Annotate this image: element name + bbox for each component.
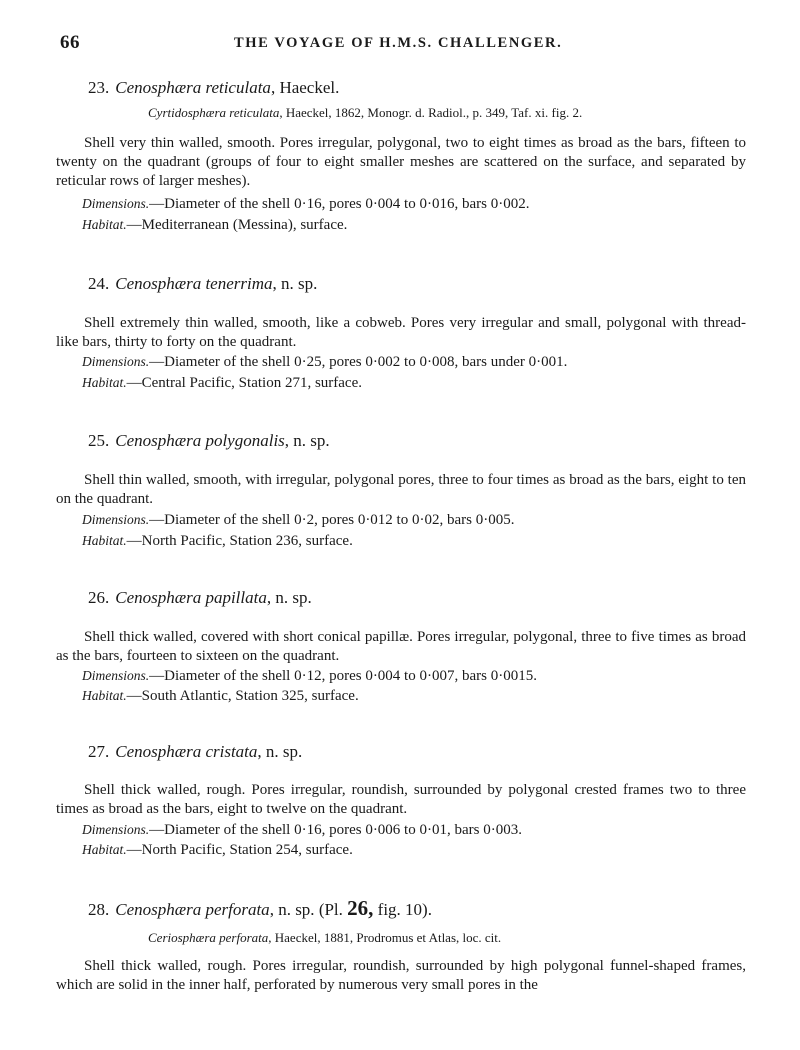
species-name: Cenosphæra cristata	[115, 742, 258, 761]
plate-open: (Pl.	[318, 900, 348, 919]
habitat-value: —North Pacific, Station 254, surface.	[126, 842, 353, 858]
habitat-value: —Mediterranean (Messina), surface.	[126, 217, 348, 233]
species-name: Cenosphæra tenerrima	[115, 274, 273, 293]
entry-title	[88, 742, 302, 762]
entry-number: 25.	[88, 431, 110, 450]
dimensions-line	[82, 668, 537, 685]
species-name: Cenosphæra reticulata	[115, 78, 271, 97]
dimensions-value: —Diameter of the shell 0·16, pores 0·004 to 0·016, bars 0·002.	[149, 196, 530, 212]
habitat-label: Habitat.	[82, 688, 127, 703]
authority: , Haeckel.	[270, 78, 340, 97]
authority: , n. sp.	[284, 431, 330, 450]
species-name: Cenosphæra papillata	[115, 588, 267, 607]
habitat-line	[82, 842, 353, 859]
entry-title	[88, 431, 330, 451]
synonym-name: Cyrtidosphæra reticulata	[148, 105, 280, 120]
dimensions-line	[82, 354, 567, 371]
habitat-line	[82, 533, 353, 550]
species-name: Cenosphæra perforata	[115, 900, 270, 919]
entry-title	[88, 896, 432, 921]
page-number: 66	[60, 32, 80, 53]
dimensions-label: Dimensions.	[82, 196, 150, 211]
description: Shell thick walled, rough. Pores irregular, roundish, surrounded by polygonal crested frames two to three times as broad as the bars, eight to twelve on the quadrant.	[56, 782, 746, 817]
dimensions-line	[82, 822, 522, 839]
habitat-line	[82, 688, 359, 705]
dimensions-label: Dimensions.	[82, 512, 150, 527]
plate-figure: fig. 10).	[373, 900, 432, 919]
running-head: THE VOYAGE OF H.M.S. CHALLENGER.	[234, 35, 563, 51]
authority: , n. sp.	[266, 588, 312, 607]
species-name: Cenosphæra polygonalis	[115, 431, 285, 450]
habitat-value: —North Pacific, Station 236, surface.	[126, 533, 353, 549]
dimensions-value: —Diameter of the shell 0·16, pores 0·006 to 0·01, bars 0·003.	[149, 822, 522, 838]
entry-number: 26.	[88, 588, 110, 607]
entry-title	[88, 588, 312, 608]
habitat-value: —Central Pacific, Station 271, surface.	[126, 375, 362, 391]
dimensions-value: —Diameter of the shell 0·12, pores 0·004 to 0·007, bars 0·0015.	[149, 668, 537, 684]
page-header	[60, 32, 750, 56]
habitat-label: Habitat.	[82, 842, 127, 857]
synonym-name: Ceriosphæra perforata	[148, 930, 269, 945]
authority: , n. sp.	[269, 900, 315, 919]
dimensions-line	[82, 512, 514, 529]
authority: , n. sp.	[257, 742, 303, 761]
dimensions-label: Dimensions.	[82, 354, 150, 369]
dimensions-label: Dimensions.	[82, 668, 150, 683]
habitat-line	[82, 217, 347, 234]
plate-number: 26,	[347, 896, 374, 920]
description: Shell thick walled, covered with short conical papillæ. Pores irregular, polygonal, three to five times as broad as the bars, fourteen to sixteen on the quadrant.	[56, 629, 746, 664]
entry-number: 27.	[88, 742, 110, 761]
dimensions-value: —Diameter of the shell 0·25, pores 0·002 to 0·008, bars under 0·001.	[149, 354, 568, 370]
synonym-reference: , Haeckel, 1862, Monogr. d. Radiol., p. 349, Taf. xi. fig. 2.	[279, 105, 583, 120]
description: Shell very thin walled, smooth. Pores irregular, polygonal, two to eight times as broad as the bars, fifteen to twenty on the quadrant (groups of four to eight smaller meshes are scattered on the surface, and separated by reticular rows of larger meshes).	[56, 135, 746, 189]
authority: , n. sp.	[272, 274, 318, 293]
description: Shell extremely thin walled, smooth, like a cobweb. Pores very irregular and small, polygonal with thread-like bars, thirty to forty on the quadrant.	[56, 315, 746, 350]
habitat-value: —South Atlantic, Station 325, surface.	[126, 688, 359, 704]
habitat-line	[82, 375, 362, 392]
description: Shell thin walled, smooth, with irregular, polygonal pores, three to four times as broad as the bars, eight to ten on the quadrant.	[56, 472, 746, 507]
entry-number: 24.	[88, 274, 110, 293]
description: Shell thick walled, rough. Pores irregular, roundish, surrounded by high polygonal funnel-shaped frames, which are solid in the inner half, perforated by numerous very small pores in the	[56, 958, 746, 993]
dimensions-label: Dimensions.	[82, 822, 150, 837]
habitat-label: Habitat.	[82, 375, 127, 390]
synonym-reference: , Haeckel, 1881, Prodromus et Atlas, loc. cit.	[268, 930, 502, 945]
dimensions-value: —Diameter of the shell 0·2, pores 0·012 to 0·02, bars 0·005.	[149, 512, 515, 528]
habitat-label: Habitat.	[82, 217, 127, 232]
entry-number: 28.	[88, 900, 110, 919]
synonym-line	[148, 930, 501, 946]
plate-reference	[318, 896, 432, 920]
synonym-line	[148, 105, 582, 121]
entry-number: 23.	[88, 78, 110, 97]
habitat-label: Habitat.	[82, 533, 127, 548]
entry-title	[88, 274, 317, 294]
entry-title	[88, 78, 339, 98]
dimensions-line	[82, 196, 529, 213]
